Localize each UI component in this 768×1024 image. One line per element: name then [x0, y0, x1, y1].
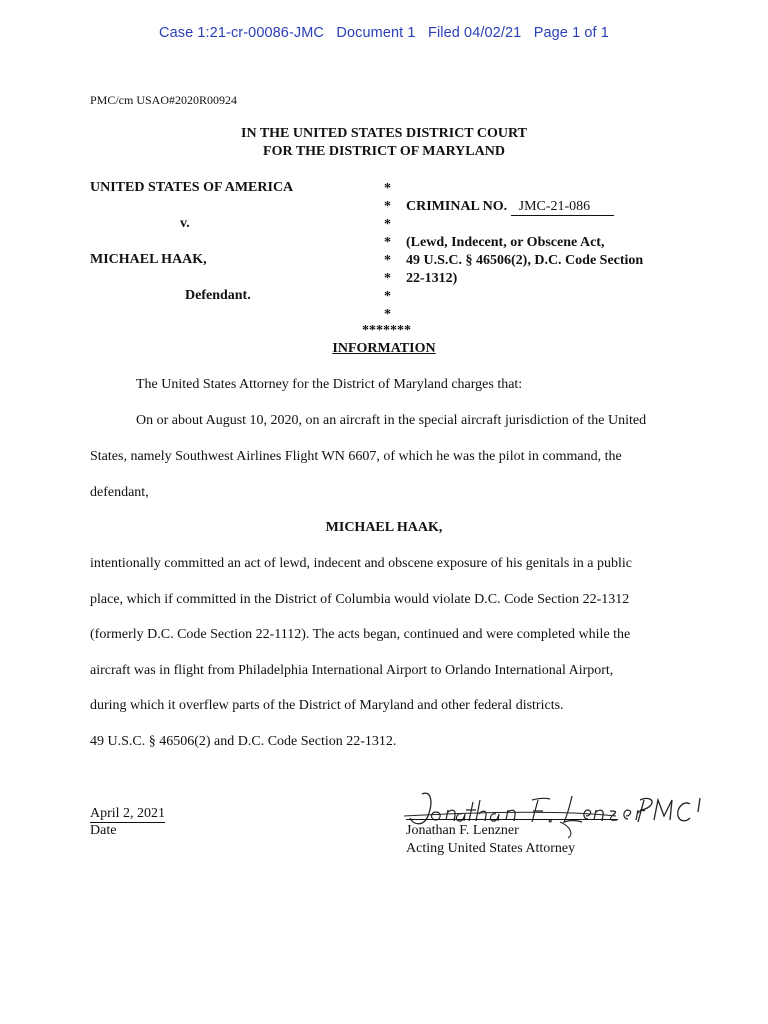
case-header [0, 25, 768, 41]
defendant-label: Defendant. [185, 288, 251, 303]
defendant-name: MICHAEL HAAK, [90, 252, 207, 267]
date-label: Date [90, 823, 117, 838]
signing-date-value: April 2, 2021 [90, 806, 166, 821]
versus: v. [180, 216, 190, 231]
signing-date [90, 806, 165, 823]
criminal-no-value: JMC-21-086 [511, 199, 615, 216]
court-line-1: IN THE UNITED STATES DISTRICT COURT [241, 126, 527, 141]
page-number: Page 1 of 1 [533, 25, 609, 41]
charge-line-1: (Lewd, Indecent, or Obscene Act, [406, 235, 605, 250]
document-title: INFORMATION [332, 341, 436, 356]
charge-line-2: 49 U.S.C. § 46506(2), D.C. Code Section [406, 253, 644, 268]
paragraph-2-line-2: States, namely Southwest Airlines Flight WN 6607, of which he was the pilot in command, the [90, 449, 622, 464]
star-separator: * [384, 181, 391, 196]
charge-line-3: 22-1312) [406, 271, 458, 286]
paragraph-3-line-4: aircraft was in flight from Philadelphia International Airport to Orlando International Airport, [90, 663, 614, 678]
star-separator: * [384, 199, 391, 214]
statute-citation: 49 U.S.C. § 46506(2) and D.C. Code Section 22-1312. [90, 734, 397, 749]
star-separator: * [384, 289, 391, 304]
criminal-no-label: CRIMINAL NO. [406, 199, 508, 214]
signer-title: Acting United States Attorney [406, 841, 576, 856]
file-reference: PMC/cm USAO#2020R00924 [90, 93, 238, 107]
star-separator: * [384, 271, 391, 286]
document-number: Document 1 [336, 25, 416, 41]
defendant-name-centered: MICHAEL HAAK, [325, 520, 443, 535]
paragraph-3-line-3: (formerly D.C. Code Section 22-1112). The acts began, continued and were completed while the [90, 627, 631, 642]
filed-date: Filed 04/02/21 [427, 25, 522, 41]
star-separator: * [384, 253, 391, 268]
signer-name: Jonathan F. Lenzner [406, 823, 519, 838]
case-number: Case 1:21-cr-00086-JMC [159, 25, 325, 41]
signature-line [406, 819, 618, 820]
star-row: ******* [362, 323, 411, 338]
star-separator: * [384, 307, 391, 322]
paragraph-2-line-3: defendant, [90, 485, 149, 500]
star-separator: * [384, 217, 391, 232]
paragraph-3-line-2: place, which if committed in the District of Columbia would violate D.C. Code Section 22-1312 [90, 592, 630, 607]
paragraph-1: The United States Attorney for the District of Maryland charges that: [136, 377, 523, 392]
plaintiff: UNITED STATES OF AMERICA [90, 180, 294, 195]
criminal-no [406, 199, 614, 216]
paragraph-3-line-1: intentionally committed an act of lewd, indecent and obscene exposure of his genitals in a public [90, 556, 632, 571]
court-line-2: FOR THE DISTRICT OF MARYLAND [263, 144, 505, 159]
paragraph-3-line-5: during which it overflew parts of the District of Maryland and other federal districts. [90, 698, 564, 713]
star-separator: * [384, 235, 391, 250]
paragraph-2-line-1: On or about August 10, 2020, on an aircraft in the special aircraft jurisdiction of the United [136, 413, 647, 428]
